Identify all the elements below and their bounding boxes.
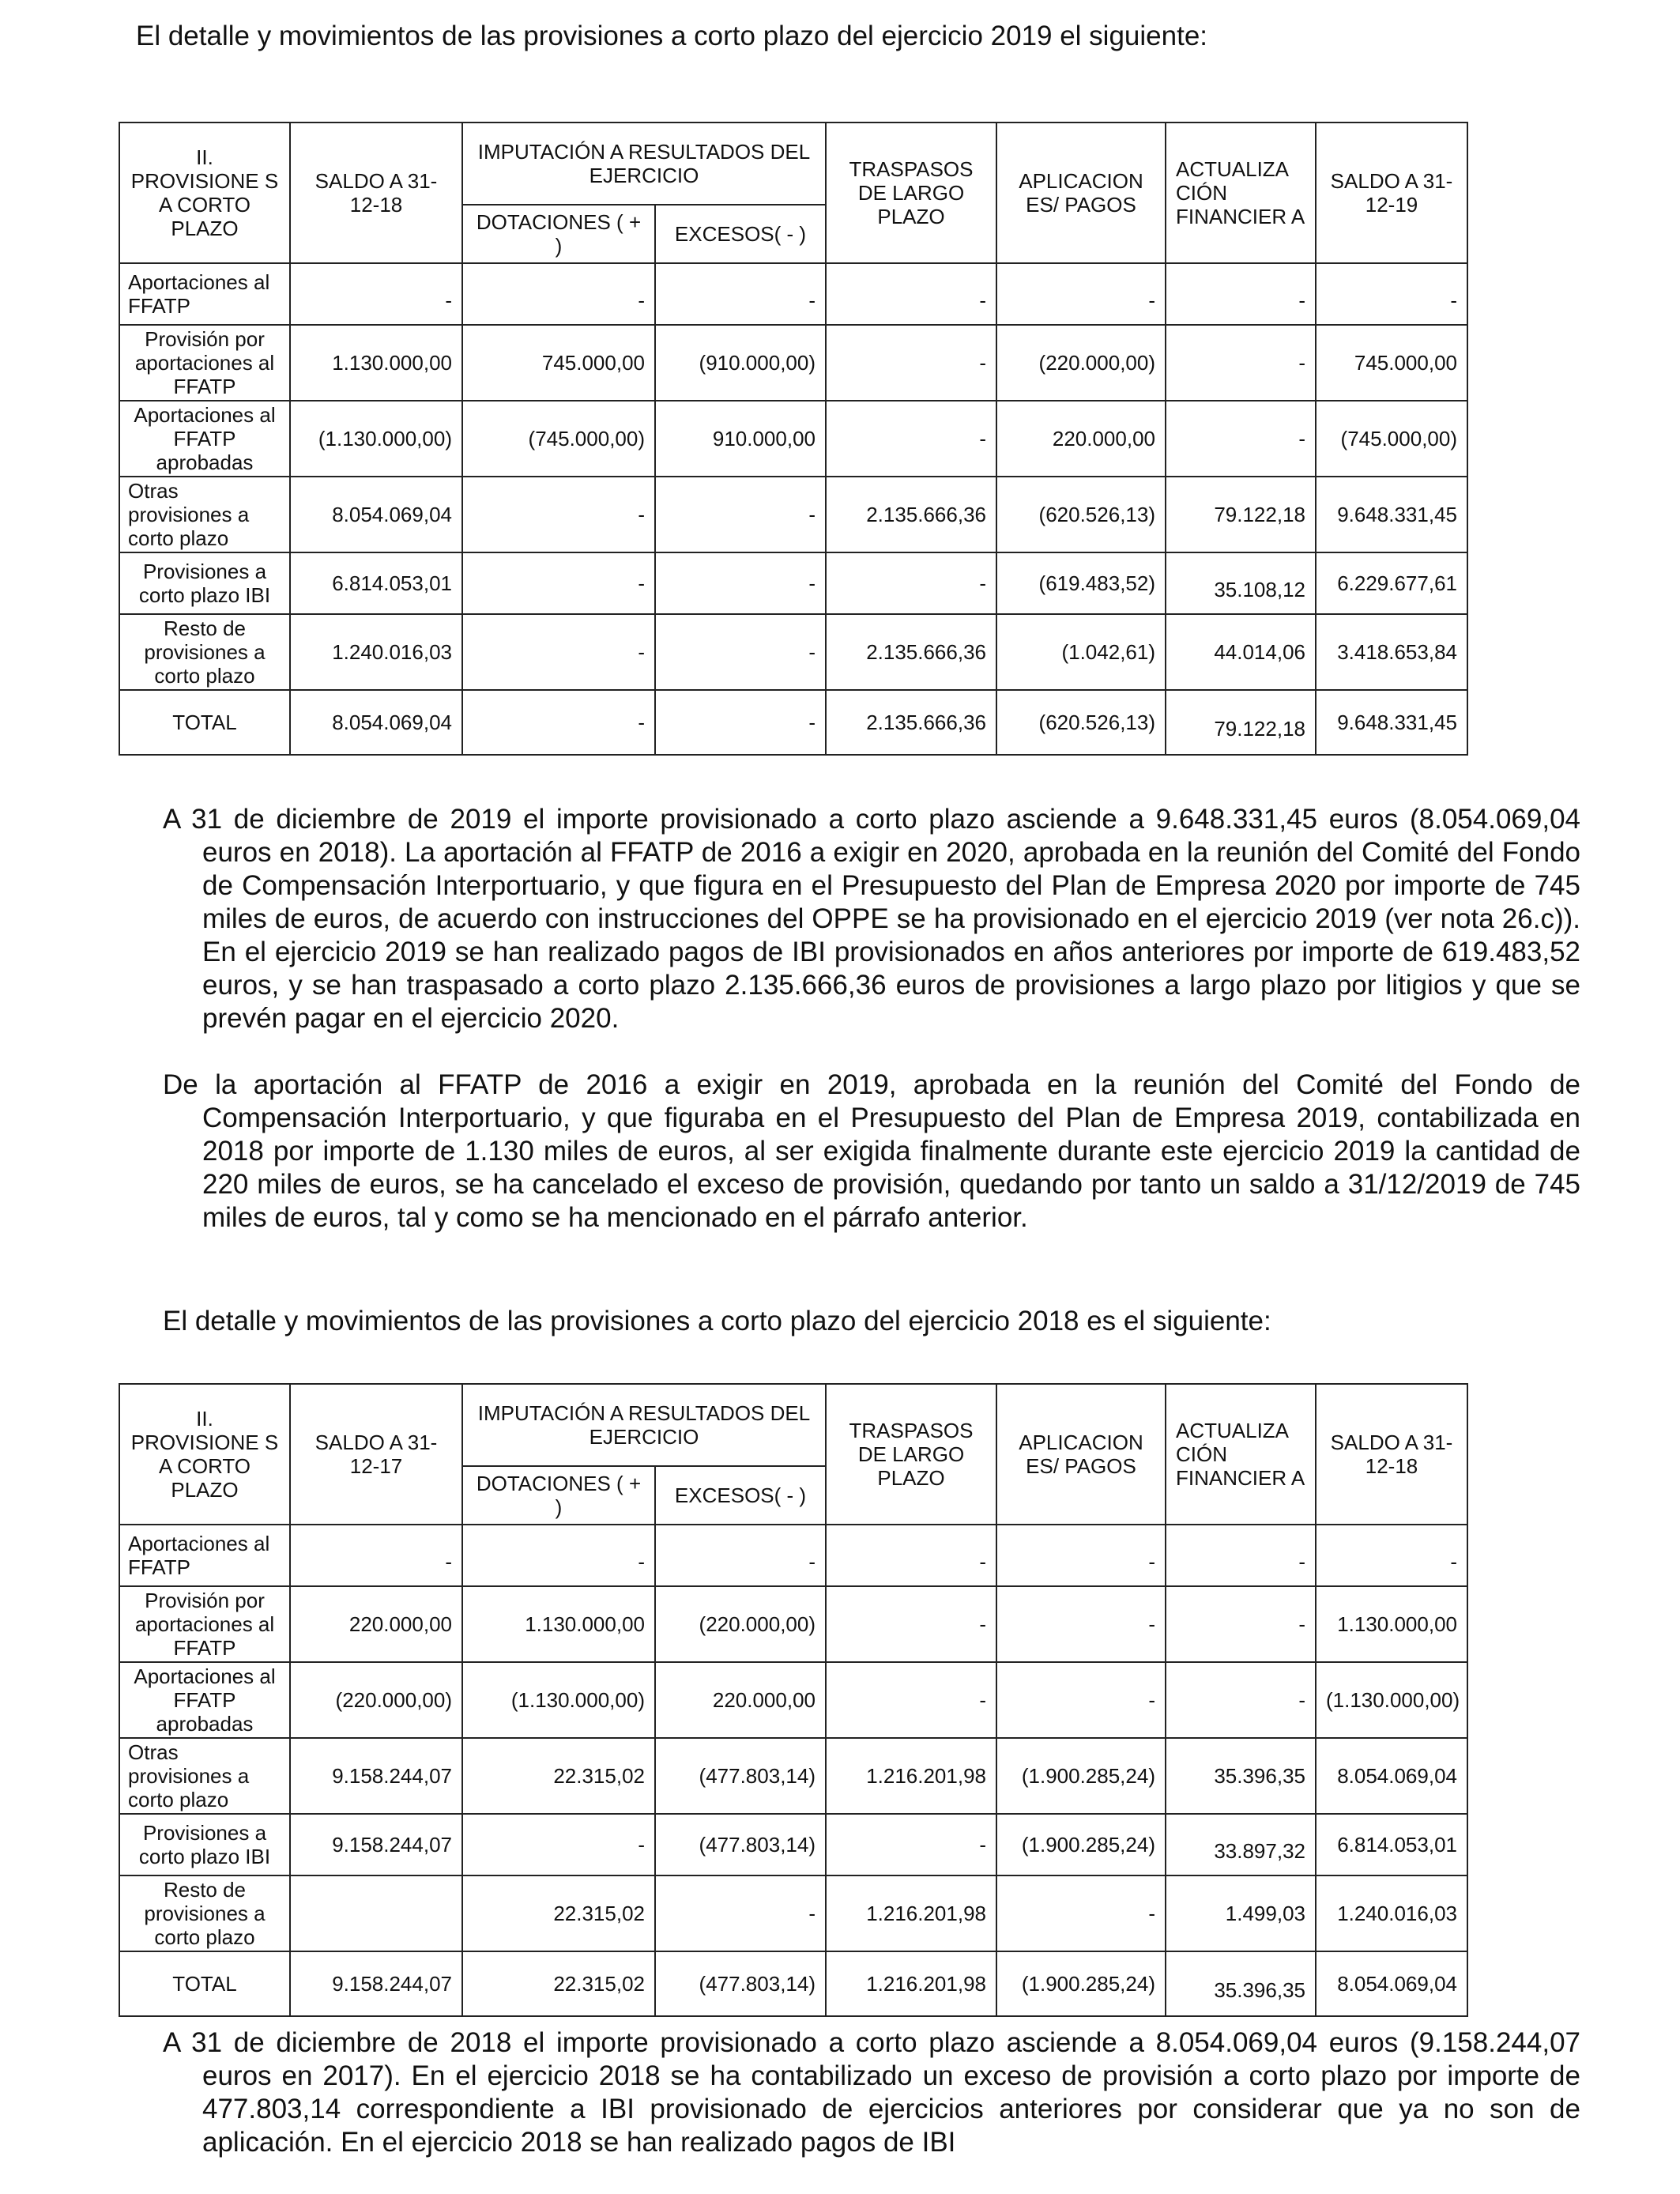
table-cell — [1166, 1951, 1316, 2016]
cell-value: (220.000,00) — [1038, 351, 1155, 375]
cell-value: - — [979, 1688, 986, 1712]
table-row — [119, 401, 1467, 477]
cell-value: (745.000,00) — [1340, 427, 1457, 450]
table-row — [119, 614, 1467, 690]
table-row — [119, 477, 1467, 552]
cell-value: - — [1148, 1550, 1155, 1574]
header-saldo-inicial: SALDO A 31-12-18 — [290, 123, 462, 263]
cell-value: 1.130.000,00 — [332, 351, 452, 375]
table-cell — [996, 1525, 1166, 1586]
cell-value: (619.483,52) — [1038, 571, 1155, 595]
table-cell — [1316, 1662, 1467, 1738]
table-row — [119, 1738, 1467, 1814]
cell-value: 2.135.666,36 — [866, 503, 986, 526]
table-cell — [1316, 401, 1467, 477]
cell-value: (1.042,61) — [1061, 640, 1155, 664]
cell-value: - — [1298, 1550, 1305, 1574]
cell-value: - — [808, 711, 816, 734]
header-traspasos: TRASPASOS DE LARGO PLAZO — [826, 1384, 996, 1525]
paragraph-2019-a: A 31 de diciembre de 2019 el importe provisionado a corto plazo asciende a 9.648.331,45 euros (8.054.069,04 euros en 2018). La aportación al FFATP de 2016 a exigir en 2020, aprobada en la reunión del Comité del Fondo de Compensación Interportuario, y que figura en el Presupuesto del Plan de Empresa 2020 por importe de 745 miles de euros, de acuerdo con instrucciones del OPPE se ha provisionado en el ejercicio 2019 (ver nota 26.c)). En el ejercicio 2019 se han realizado pagos de IBI provisionados en años anteriores por importe de 619.483,52 euros, y se han traspasado a corto plazo 2.135.666,36 euros de provisiones a largo plazo por litigios y que se prevén pagar en el ejercicio 2020. — [163, 804, 1580, 1034]
table-cell — [826, 1525, 996, 1586]
header-saldo-final: SALDO A 31-12-18 — [1316, 1384, 1467, 1525]
cell-value: - — [808, 1550, 816, 1574]
table-cell — [826, 1738, 996, 1814]
row-label: Aportaciones al FFATP — [119, 1525, 290, 1586]
header-saldo-final: SALDO A 31-12-19 — [1316, 123, 1467, 263]
header-concept: II. PROVISIONE S A CORTO PLAZO — [119, 123, 290, 263]
cell-value: 22.315,02 — [553, 1902, 645, 1925]
cell-value: 2.135.666,36 — [866, 711, 986, 734]
header-imputacion: IMPUTACIÓN A RESULTADOS DEL EJERCICIO — [462, 1384, 826, 1466]
table-cell — [290, 690, 462, 755]
row-label: TOTAL — [119, 690, 290, 755]
table-cell — [290, 1814, 462, 1875]
table-cell — [1316, 614, 1467, 690]
table-row — [119, 1662, 1467, 1738]
header-actualizacion: ACTUALIZA CIÓN FINANCIER A — [1166, 123, 1316, 263]
table-cell — [1166, 325, 1316, 401]
header-aplicaciones: APLICACION ES/ PAGOS — [996, 1384, 1166, 1525]
cell-value: - — [979, 571, 986, 595]
row-label: Otras provisiones a corto plazo — [119, 477, 290, 552]
table-cell — [826, 325, 996, 401]
table-cell — [655, 614, 826, 690]
intro-2019: El detalle y movimientos de las provisiones a corto plazo del ejercicio 2019 el siguiente: — [136, 21, 1208, 51]
cell-value: (1.900.285,24) — [1021, 1972, 1155, 1996]
table-row — [119, 552, 1467, 614]
table-cell — [996, 552, 1166, 614]
table-cell — [826, 552, 996, 614]
cell-value: - — [445, 1550, 452, 1574]
table-cell — [996, 1814, 1166, 1875]
table-cell — [1166, 1875, 1316, 1951]
cell-value: 1.130.000,00 — [525, 1612, 645, 1636]
table-cell — [1316, 325, 1467, 401]
cell-value: - — [638, 711, 645, 734]
table-cell — [290, 1738, 462, 1814]
table-cell — [826, 263, 996, 325]
cell-value: 3.418.653,84 — [1337, 640, 1457, 664]
table-cell — [996, 1586, 1166, 1662]
cell-value: - — [638, 1833, 645, 1857]
cell-value: - — [638, 1550, 645, 1574]
table-row — [119, 325, 1467, 401]
table-cell — [996, 1951, 1166, 2016]
cell-value: 1.130.000,00 — [1337, 1612, 1457, 1636]
row-label: Resto de provisiones a corto plazo — [119, 614, 290, 690]
cell-value: 22.315,02 — [553, 1972, 645, 1996]
table-cell — [1316, 690, 1467, 755]
cell-value: (910.000,00) — [699, 351, 816, 375]
cell-value: - — [808, 503, 816, 526]
cell-value: 910.000,00 — [712, 427, 816, 450]
cell-value: 1.499,03 — [1225, 1902, 1305, 1925]
cell-value: - — [979, 351, 986, 375]
table-cell — [290, 325, 462, 401]
cell-value: 1.240.016,03 — [1337, 1902, 1457, 1925]
table-cell — [462, 477, 655, 552]
cell-value: (477.803,14) — [699, 1972, 816, 1996]
table-cell — [462, 325, 655, 401]
cell-value: - — [638, 288, 645, 312]
table-cell — [996, 1662, 1166, 1738]
cell-value: 8.054.069,04 — [1337, 1972, 1457, 1996]
table-cell — [826, 1586, 996, 1662]
cell-value: 6.814.053,01 — [1337, 1833, 1457, 1857]
cell-value: - — [1298, 1612, 1305, 1636]
cell-value: - — [638, 503, 645, 526]
table-cell — [655, 477, 826, 552]
table-cell — [1316, 1951, 1467, 2016]
cell-value: (1.130.000,00) — [1326, 1688, 1460, 1712]
cell-value: 9.158.244,07 — [332, 1764, 452, 1788]
header-saldo-inicial: SALDO A 31-12-17 — [290, 1384, 462, 1525]
table-cell — [826, 401, 996, 477]
provisions-table-2018 — [119, 1383, 1468, 2017]
cell-value: (620.526,13) — [1038, 503, 1155, 526]
table-cell — [996, 401, 1166, 477]
table-row — [119, 1586, 1467, 1662]
cell-value: 1.216.201,98 — [866, 1972, 986, 1996]
table-cell — [290, 263, 462, 325]
table-cell — [1316, 477, 1467, 552]
table-cell — [1166, 614, 1316, 690]
table-cell — [996, 477, 1166, 552]
table-row — [119, 1525, 1467, 1586]
table-cell — [1166, 1525, 1316, 1586]
row-label: Provisión por aportaciones al FFATP — [119, 1586, 290, 1662]
cell-value: - — [808, 1902, 816, 1925]
table-cell — [1166, 477, 1316, 552]
cell-value: 220.000,00 — [348, 1612, 452, 1636]
table-cell — [290, 1875, 462, 1951]
cell-value: - — [638, 571, 645, 595]
cell-value: 9.648.331,45 — [1337, 711, 1457, 734]
cell-value: - — [1148, 1612, 1155, 1636]
cell-value: 745.000,00 — [541, 351, 645, 375]
table-cell — [290, 1525, 462, 1586]
header-traspasos: TRASPASOS DE LARGO PLAZO — [826, 123, 996, 263]
row-label: Aportaciones al FFATP — [119, 263, 290, 325]
table-cell — [290, 401, 462, 477]
cell-value: - — [1298, 1688, 1305, 1712]
cell-value: - — [1148, 1902, 1155, 1925]
cell-value: - — [808, 288, 816, 312]
header-excesos: EXCESOS( - ) — [655, 205, 826, 263]
table-cell — [655, 552, 826, 614]
row-label: TOTAL — [119, 1951, 290, 2016]
table-cell — [996, 325, 1166, 401]
cell-value: (220.000,00) — [335, 1688, 452, 1712]
cell-value: - — [808, 571, 816, 595]
cell-value: - — [979, 427, 986, 450]
cell-value: 745.000,00 — [1354, 351, 1457, 375]
table-cell — [996, 263, 1166, 325]
table-cell — [462, 614, 655, 690]
table-cell — [655, 1875, 826, 1951]
cell-value: 35.396,35 — [1214, 1978, 1305, 2002]
table-cell — [996, 1875, 1166, 1951]
cell-value: 6.814.053,01 — [332, 571, 452, 595]
header-actualizacion: ACTUALIZA CIÓN FINANCIER A — [1166, 1384, 1316, 1525]
table-cell — [462, 263, 655, 325]
cell-value: 1.240.016,03 — [332, 640, 452, 664]
row-label: Aportaciones al FFATP aprobadas — [119, 401, 290, 477]
table-cell — [1316, 1738, 1467, 1814]
cell-value: 2.135.666,36 — [866, 640, 986, 664]
table-cell — [1316, 1814, 1467, 1875]
row-label: Provisiones a corto plazo IBI — [119, 552, 290, 614]
cell-value: 9.648.331,45 — [1337, 503, 1457, 526]
table-cell — [655, 263, 826, 325]
row-label: Aportaciones al FFATP aprobadas — [119, 1662, 290, 1738]
table-cell — [462, 552, 655, 614]
cell-value: 8.054.069,04 — [332, 503, 452, 526]
table-cell — [1316, 552, 1467, 614]
row-label: Otras provisiones a corto plazo — [119, 1738, 290, 1814]
paragraph-2019-b: De la aportación al FFATP de 2016 a exigir en 2019, aprobada en la reunión del Comité del Fondo de Compensación Interportuario, y que figuraba en el Presupuesto del Plan de Empresa 2019, contabilizada en 2018 por importe de 1.130 miles de euros, al ser exigida finalmente durante este ejercicio 2019 la cantidad de 220 miles de euros, se ha cancelado el exceso de provisión, quedando por tanto un saldo a 31/12/2019 de 745 miles de euros, tal y como se ha mencionado en el párrafo anterior. — [163, 1069, 1580, 1233]
cell-value: 1.216.201,98 — [866, 1764, 986, 1788]
cell-value: 220.000,00 — [1052, 427, 1155, 450]
table-cell — [826, 614, 996, 690]
cell-value: (1.900.285,24) — [1021, 1764, 1155, 1788]
table-cell — [462, 1875, 655, 1951]
table-cell — [1316, 1525, 1467, 1586]
table-cell — [826, 690, 996, 755]
cell-value: (220.000,00) — [699, 1612, 816, 1636]
table-cell — [462, 1738, 655, 1814]
table-cell — [655, 690, 826, 755]
table-cell — [655, 1814, 826, 1875]
table-cell — [1166, 1814, 1316, 1875]
table-cell — [826, 477, 996, 552]
table-row — [119, 1875, 1467, 1951]
table-cell — [462, 1586, 655, 1662]
header-concept: II. PROVISIONE S A CORTO PLAZO — [119, 1384, 290, 1525]
table-cell — [290, 1951, 462, 2016]
cell-value: (1.130.000,00) — [318, 427, 452, 450]
cell-value: - — [1148, 1688, 1155, 1712]
table-cell — [655, 401, 826, 477]
cell-value: - — [445, 288, 452, 312]
cell-value: 8.054.069,04 — [1337, 1764, 1457, 1788]
cell-value: (477.803,14) — [699, 1764, 816, 1788]
cell-value: (745.000,00) — [528, 427, 645, 450]
row-label: Provisiones a corto plazo IBI — [119, 1814, 290, 1875]
table-cell — [826, 1814, 996, 1875]
provisions-table-2019 — [119, 122, 1468, 756]
cell-value: 44.014,06 — [1214, 640, 1305, 664]
table-cell — [290, 477, 462, 552]
table-cell — [1316, 1586, 1467, 1662]
cell-value: - — [808, 640, 816, 664]
table-cell — [826, 1951, 996, 2016]
header-aplicaciones: APLICACION ES/ PAGOS — [996, 123, 1166, 263]
cell-value: (477.803,14) — [699, 1833, 816, 1857]
table-cell — [462, 1951, 655, 2016]
cell-value: - — [1148, 288, 1155, 312]
table-cell — [996, 614, 1166, 690]
cell-value: 9.158.244,07 — [332, 1972, 452, 1996]
header-dotaciones: DOTACIONES ( + ) — [462, 205, 655, 263]
table-row — [119, 1951, 1467, 2016]
table-cell — [290, 614, 462, 690]
table-cell — [826, 1875, 996, 1951]
table-cell — [462, 1814, 655, 1875]
paragraph-2018-a: A 31 de diciembre de 2018 el importe provisionado a corto plazo asciende a 8.054.069,04 euros (9.158.244,07 euros en 2017). En el ejercicio 2018 se ha contabilizado un exceso de provisión a corto plazo por importe de 477.803,14 correspondiente a IBI provisionado de ejercicios anteriores por considerar que ya no son de aplicación. En el ejercicio 2018 se han realizado pagos de IBI — [163, 2027, 1580, 2158]
table-cell — [462, 1662, 655, 1738]
table-row — [119, 690, 1467, 755]
cell-value: - — [1450, 288, 1457, 312]
cell-value: (1.130.000,00) — [510, 1688, 645, 1712]
cell-value: 33.897,32 — [1214, 1839, 1305, 1863]
cell-value: - — [1298, 427, 1305, 450]
table-cell — [996, 690, 1166, 755]
row-label: Resto de provisiones a corto plazo — [119, 1875, 290, 1951]
cell-value: 79.122,18 — [1214, 717, 1305, 741]
table-cell — [1316, 1875, 1467, 1951]
cell-value: (1.900.285,24) — [1021, 1833, 1155, 1857]
cell-value: - — [1450, 1550, 1457, 1574]
cell-value: 35.108,12 — [1214, 578, 1305, 601]
cell-value: 9.158.244,07 — [332, 1833, 452, 1857]
table-cell — [655, 325, 826, 401]
cell-value: - — [979, 1612, 986, 1636]
header-imputacion: IMPUTACIÓN A RESULTADOS DEL EJERCICIO — [462, 123, 826, 205]
table-cell — [290, 552, 462, 614]
cell-value: 6.229.677,61 — [1337, 571, 1457, 595]
table-cell — [826, 1662, 996, 1738]
table-cell — [1166, 263, 1316, 325]
table-row — [119, 1814, 1467, 1875]
cell-value: 220.000,00 — [712, 1688, 816, 1712]
table-cell — [290, 1586, 462, 1662]
cell-value: 8.054.069,04 — [332, 711, 452, 734]
cell-value: (620.526,13) — [1038, 711, 1155, 734]
table-cell — [996, 1738, 1166, 1814]
cell-value: - — [979, 1550, 986, 1574]
table-cell — [655, 1586, 826, 1662]
table-cell — [1166, 401, 1316, 477]
cell-value: 79.122,18 — [1214, 503, 1305, 526]
table-cell — [655, 1951, 826, 2016]
cell-value: 1.216.201,98 — [866, 1902, 986, 1925]
table-row — [119, 263, 1467, 325]
table-cell — [1166, 552, 1316, 614]
cell-value: 35.396,35 — [1214, 1764, 1305, 1788]
table-cell — [655, 1662, 826, 1738]
table-cell — [462, 690, 655, 755]
table-cell — [1166, 690, 1316, 755]
table-cell — [1166, 1738, 1316, 1814]
table-cell — [655, 1738, 826, 1814]
table-cell — [655, 1525, 826, 1586]
intro-2018: El detalle y movimientos de las provisiones a corto plazo del ejercicio 2018 es el siguiente: — [163, 1306, 1271, 1336]
cell-value: - — [1298, 351, 1305, 375]
row-label: Provisión por aportaciones al FFATP — [119, 325, 290, 401]
table-cell — [290, 1662, 462, 1738]
header-excesos: EXCESOS( - ) — [655, 1466, 826, 1525]
cell-value: 22.315,02 — [553, 1764, 645, 1788]
cell-value: - — [979, 1833, 986, 1857]
table-cell — [1166, 1662, 1316, 1738]
table-cell — [1316, 263, 1467, 325]
table-cell — [462, 1525, 655, 1586]
header-dotaciones: DOTACIONES ( + ) — [462, 1466, 655, 1525]
table-cell — [462, 401, 655, 477]
cell-value: - — [1298, 288, 1305, 312]
table-cell — [1166, 1586, 1316, 1662]
cell-value: - — [979, 288, 986, 312]
cell-value: - — [638, 640, 645, 664]
